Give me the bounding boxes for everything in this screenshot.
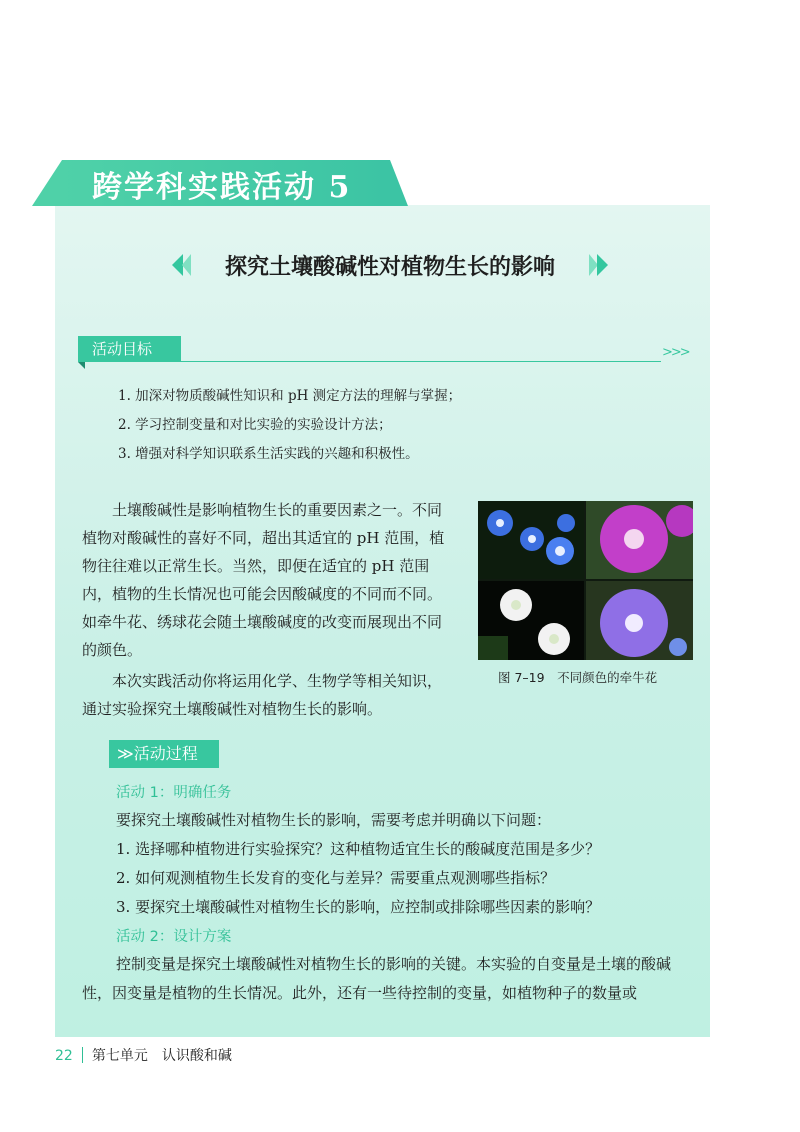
page-footer bbox=[55, 1045, 232, 1065]
goals-heading: 活动目标 bbox=[78, 336, 181, 362]
subtitle: 探究土壤酸碱性对植物生长的影响 bbox=[224, 255, 555, 280]
subtitle-block bbox=[170, 248, 610, 282]
activity-1-question: 2. 如何观测植物生长发育的变化与差异？需要重点观测哪些指标？ bbox=[116, 869, 556, 887]
right-triangle-icon bbox=[597, 254, 608, 276]
activity-1-question: 3. 要探究土壤酸碱性对植物生长的影响，应控制或排除哪些因素的影响？ bbox=[116, 898, 601, 916]
figure-caption: 图 7–19 不同颜色的牵牛花 bbox=[498, 670, 658, 685]
left-triangle-icon-inner bbox=[182, 254, 191, 276]
activity-1-question: 1. 选择哪种植物进行实验探究？这种植物适宜生长的酸碱度范围是多少？ bbox=[116, 840, 601, 858]
violet-flower-photo bbox=[586, 581, 693, 660]
morning-glory-photo bbox=[478, 501, 693, 660]
goal-item: 1. 加深对物质酸碱性知识和 pH 测定方法的理解与掌握； bbox=[118, 388, 462, 404]
white-flowers-photo bbox=[478, 581, 584, 660]
page-number: 22 bbox=[55, 1048, 73, 1064]
activity-1-lead: 要探究土壤酸碱性对植物生长的影响，需要考虑并明确以下问题： bbox=[116, 811, 552, 829]
intro-paragraph-1: 土壤酸碱性是影响植物生长的重要因素之一。不同植物对酸碱性的喜好不同，超出其适宜的 pH 范围，植物往往难以正常生长。当然，即便在适宜的 pH 范围内，植物的生长情况也可能会因酸碱度的不同而不同。如牵牛花、绣球花会随土壤酸碱度的改变而展现出不同的颜色。 bbox=[82, 501, 445, 659]
footer-divider bbox=[82, 1047, 83, 1063]
goals-divider bbox=[181, 361, 661, 362]
activity-1-title: 活动 1：明确任务 bbox=[116, 785, 232, 801]
blue-flowers-photo bbox=[478, 501, 584, 579]
goals-list bbox=[118, 382, 461, 469]
unit-title: 第七单元 认识酸和碱 bbox=[91, 1048, 232, 1064]
goal-item: 3. 增强对科学知识联系生活实践的兴趣和积极性。 bbox=[118, 446, 419, 462]
magenta-flower-photo bbox=[586, 501, 693, 579]
activity-2-title: 活动 2：设计方案 bbox=[116, 929, 232, 945]
chevrons-icon: >>> bbox=[662, 345, 689, 360]
page-title: 跨学科实践活动 5 bbox=[92, 170, 352, 205]
activity-2-text: 控制变量是探究土壤酸碱性对植物生长的影响的关键。本实验的自变量是土壤的酸碱性，因变量是植物的生长情况。此外，还有一些待控制的变量，如植物种子的数量或 bbox=[82, 955, 672, 1002]
goal-item: 2. 学习控制变量和对比实验的实验设计方法； bbox=[118, 417, 392, 433]
process-heading: ≫活动过程 bbox=[109, 740, 219, 768]
intro-paragraph-2: 本次实践活动你将运用化学、生物学等相关知识，通过实验探究土壤酸碱性对植物生长的影响。 bbox=[82, 672, 443, 718]
